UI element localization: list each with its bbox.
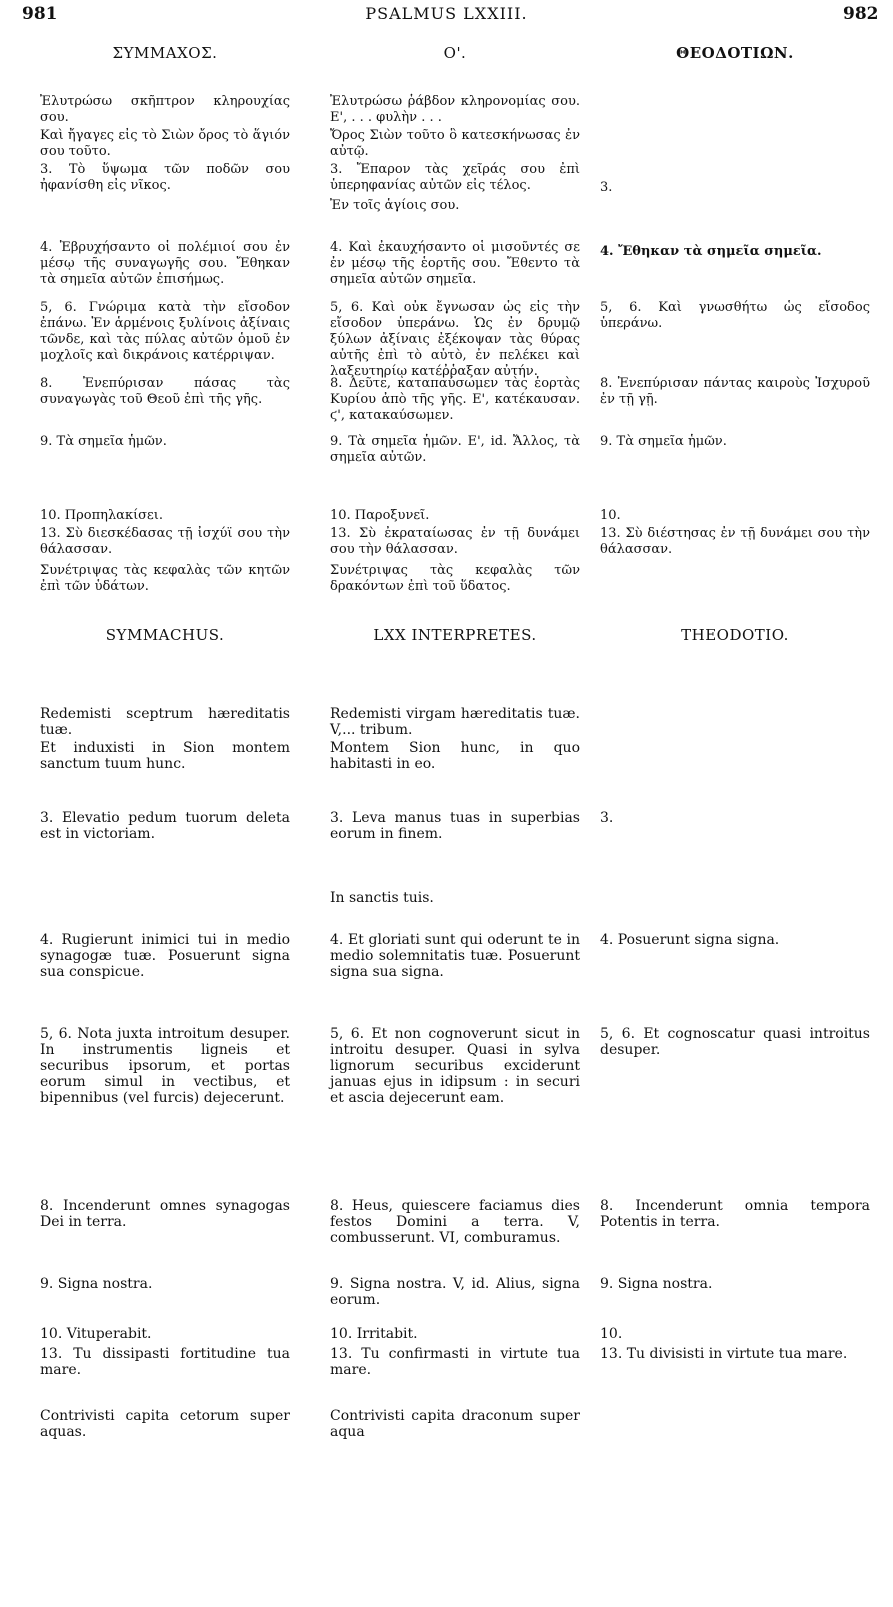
latin-symmachus-13b: Contrivisti capita cetorum super aquas. bbox=[40, 1408, 290, 1440]
greek-heading-lxx: Ο'. bbox=[443, 44, 467, 62]
greek-lxx-3b: Ἐν τοῖς ἁγίοις σου. bbox=[330, 198, 460, 213]
greek-theodotion-5-6: 5, 6. Καὶ γνωσθήτω ὡς εἴσοδος ὑπεράνω. bbox=[600, 300, 870, 331]
greek-symmachus-10: 10. Προπηλακίσει. bbox=[40, 508, 164, 523]
greek-symmachus-13b: Συνέτριψας τὰς κεφαλὰς τῶν κητῶν ἐπὶ τῶν ὑδάτων. bbox=[40, 563, 290, 594]
latin-symmachus-13: 13. Tu dissipasti fortitudine tua mare. bbox=[40, 1346, 290, 1378]
greek-lxx-13: 13. Σὺ ἐκραταίωσας ἐν τῇ δυνάμει σου τὴν θάλασσαν. bbox=[330, 526, 580, 557]
greek-theodotion-8: 8. Ἐνεπύρισαν πάντας καιροὺς Ἰσχυροῦ ἐν τῇ γῇ. bbox=[600, 376, 870, 407]
latin-lxx-13: 13. Tu confirmasti in virtute tua mare. bbox=[330, 1346, 580, 1378]
greek-theodotion-3: 3. bbox=[600, 180, 613, 195]
latin-symmachus-10: 10. Vituperabit. bbox=[40, 1326, 152, 1342]
latin-theodotion-8: 8. Incenderunt omnia tempora Potentis in terra. bbox=[600, 1198, 870, 1230]
latin-theodotion-4: 4. Posuerunt signa signa. bbox=[600, 932, 780, 948]
greek-heading-symmachus: ΣΥΜΜΑΧΟΣ. bbox=[112, 44, 218, 62]
latin-symmachus-4: 4. Rugierunt inimici tui in medio synagogæ tuæ. Posuerunt signa sua conspicue. bbox=[40, 932, 290, 980]
greek-symmachus-1: Ἐλυτρώσω σκῆπτρον κληρουχίας σου. bbox=[40, 94, 290, 125]
greek-symmachus-3: 3. Τὸ ὕψωμα τῶν ποδῶν σου ἠφανίσθη εἰς νῖκος. bbox=[40, 162, 290, 193]
latin-symmachus-1: Redemisti sceptrum hæreditatis tuæ. bbox=[40, 706, 290, 738]
latin-lxx-9: 9. Signa nostra. V, id. Alius, signa eorum. bbox=[330, 1276, 580, 1308]
latin-symmachus-5-6: 5, 6. Nota juxta introitum desuper. In instrumentis ligneis et securibus ipsorum, et portas eorum simul in vectibus, et bipennibus (vel furcis) dejecerunt. bbox=[40, 1026, 290, 1106]
latin-lxx-1: Redemisti virgam hæreditatis tuæ. V,... tribum. bbox=[330, 706, 580, 738]
latin-theodotion-10: 10. bbox=[600, 1326, 623, 1342]
latin-lxx-5-6: 5, 6. Et non cognoverunt sicut in introitu desuper. Quasi in sylva lignorum securibus exciderunt januas ejus in idipsum : in securi et ascia dejecerunt eam. bbox=[330, 1026, 580, 1106]
latin-lxx-2: Montem Sion hunc, in quo habitasti in eo. bbox=[330, 740, 580, 772]
latin-theodotion-3: 3. bbox=[600, 810, 614, 826]
latin-symmachus-2: Et induxisti in Sion montem sanctum tuum hunc. bbox=[40, 740, 290, 772]
greek-lxx-1: Ἐλυτρώσω ῥάβδον κληρονομίας σου. Ε', . . . φυλὴν . . . bbox=[330, 94, 580, 125]
greek-theodotion-13: 13. Σὺ διέστησας ἐν τῇ δυνάμει σου τὴν θάλασσαν. bbox=[600, 526, 870, 557]
latin-lxx-10: 10. Irritabit. bbox=[330, 1326, 418, 1342]
page-number-left: 981 bbox=[22, 4, 58, 24]
page-number-right: 982 bbox=[843, 4, 879, 24]
greek-lxx-13b: Συνέτριψας τὰς κεφαλὰς τῶν δρακόντων ἐπὶ τοῦ ὕδατος. bbox=[330, 563, 580, 594]
latin-theodotion-9: 9. Signa nostra. bbox=[600, 1276, 713, 1292]
latin-lxx-8: 8. Heus, quiescere faciamus dies festos Domini a terra. V, combusserunt. VI, comburamus. bbox=[330, 1198, 580, 1246]
greek-symmachus-4: 4. Ἐβρυχήσαντο οἱ πολέμιοί σου ἐν μέσῳ τῆς συναγωγῆς σου. Ἔθηκαν τὰ σημεῖα αὐτῶν ἐπισήμως. bbox=[40, 240, 290, 287]
latin-theodotion-5-6: 5, 6. Et cognoscatur quasi introitus desuper. bbox=[600, 1026, 870, 1058]
greek-symmachus-8: 8. Ἐνεπύρισαν πάσας τὰς συναγωγὰς τοῦ Θεοῦ ἐπὶ τῆς γῆς. bbox=[40, 376, 290, 407]
greek-lxx-9: 9. Τὰ σημεῖα ἡμῶν. Ε', id. Ἄλλος, τὰ σημεῖα αὐτῶν. bbox=[330, 434, 580, 465]
latin-symmachus-9: 9. Signa nostra. bbox=[40, 1276, 153, 1292]
latin-symmachus-8: 8. Incenderunt omnes synagogas Dei in terra. bbox=[40, 1198, 290, 1230]
latin-theodotion-13: 13. Tu divisisti in virtute tua mare. bbox=[600, 1346, 848, 1362]
greek-lxx-3: 3. Ἔπαρον τὰς χεῖράς σου ἐπὶ ὑπερηφανίας αὐτῶν εἰς τέλος. bbox=[330, 162, 580, 193]
latin-symmachus-3: 3. Elevatio pedum tuorum deleta est in victoriam. bbox=[40, 810, 290, 842]
latin-heading-theodotion: THEODOTIO. bbox=[681, 626, 789, 644]
latin-lxx-3b: In sanctis tuis. bbox=[330, 890, 434, 906]
greek-lxx-10: 10. Παροξυνεῖ. bbox=[330, 508, 430, 523]
latin-lxx-3: 3. Leva manus tuas in superbias eorum in finem. bbox=[330, 810, 580, 842]
greek-symmachus-9: 9. Τὰ σημεῖα ἡμῶν. bbox=[40, 434, 167, 449]
latin-lxx-4: 4. Et gloriati sunt qui oderunt te in medio solemnitatis tuæ. Posuerunt signa sua signa. bbox=[330, 932, 580, 980]
greek-theodotion-10: 10. bbox=[600, 508, 621, 523]
greek-lxx-4: 4. Καὶ ἐκαυχήσαντο οἱ μισοῦντές σε ἐν μέσῳ τῆς ἑορτῆς σου. Ἔθεντο τὰ σημεῖα αὐτῶν σημεῖα. bbox=[330, 240, 580, 287]
greek-symmachus-13: 13. Σὺ διεσκέδασας τῇ ἰσχύϊ σου τὴν θάλασσαν. bbox=[40, 526, 290, 557]
greek-heading-theodotion: ΘΕΟΔΟΤΙΩΝ. bbox=[676, 44, 794, 62]
greek-symmachus-2: Καὶ ἤγαγες εἰς τὸ Σιὼν ὄρος τὸ ἅγιόν σου τοῦτο. bbox=[40, 128, 290, 159]
greek-symmachus-5-6: 5, 6. Γνώριμα κατὰ τὴν εἴσοδον ἐπάνω. Ἐν ἁρμένοις ξυλίνοις ἀξίναις τῶνδε, καὶ τὰς πύλας αὐτῶν ὁμοῦ ἐν μοχλοῖς καὶ δικράνοις κατέρριψαν. bbox=[40, 300, 290, 363]
greek-theodotion-4: 4. Ἔθηκαν τὰ σημεῖα σημεῖα. bbox=[600, 244, 822, 259]
latin-heading-lxx: LXX INTERPRETES. bbox=[373, 626, 537, 644]
greek-lxx-2: Ὄρος Σιὼν τοῦτο ὃ κατεσκήνωσας ἐν αὐτῷ. bbox=[330, 128, 580, 159]
greek-lxx-5-6: 5, 6. Καὶ οὐκ ἔγνωσαν ὡς εἰς τὴν εἴσοδον ὑπεράνω. Ὡς ἐν δρυμῷ ξύλων ἀξίναις ἐξέκοψαν τὰς θύρας αὐτῆς ἐπὶ τὸ αὐτὸ, ἐν πελέκει καὶ λαξευτηρίῳ κατέῤῥαξαν αὐτήν. bbox=[330, 300, 580, 379]
running-title: PSALMUS LXXIII. bbox=[365, 4, 528, 23]
greek-theodotion-9: 9. Τὰ σημεῖα ἡμῶν. bbox=[600, 434, 727, 449]
latin-heading-symmachus: SYMMACHUS. bbox=[105, 626, 225, 644]
latin-lxx-13b: Contrivisti capita draconum super aqua bbox=[330, 1408, 580, 1440]
greek-lxx-8: 8. Δεῦτε, καταπαύσωμεν τὰς ἑορτὰς Κυρίου ἀπὸ τῆς γῆς. Ε', κατέκαυσαν. ϛ', κατακαύσωμεν. bbox=[330, 376, 580, 423]
